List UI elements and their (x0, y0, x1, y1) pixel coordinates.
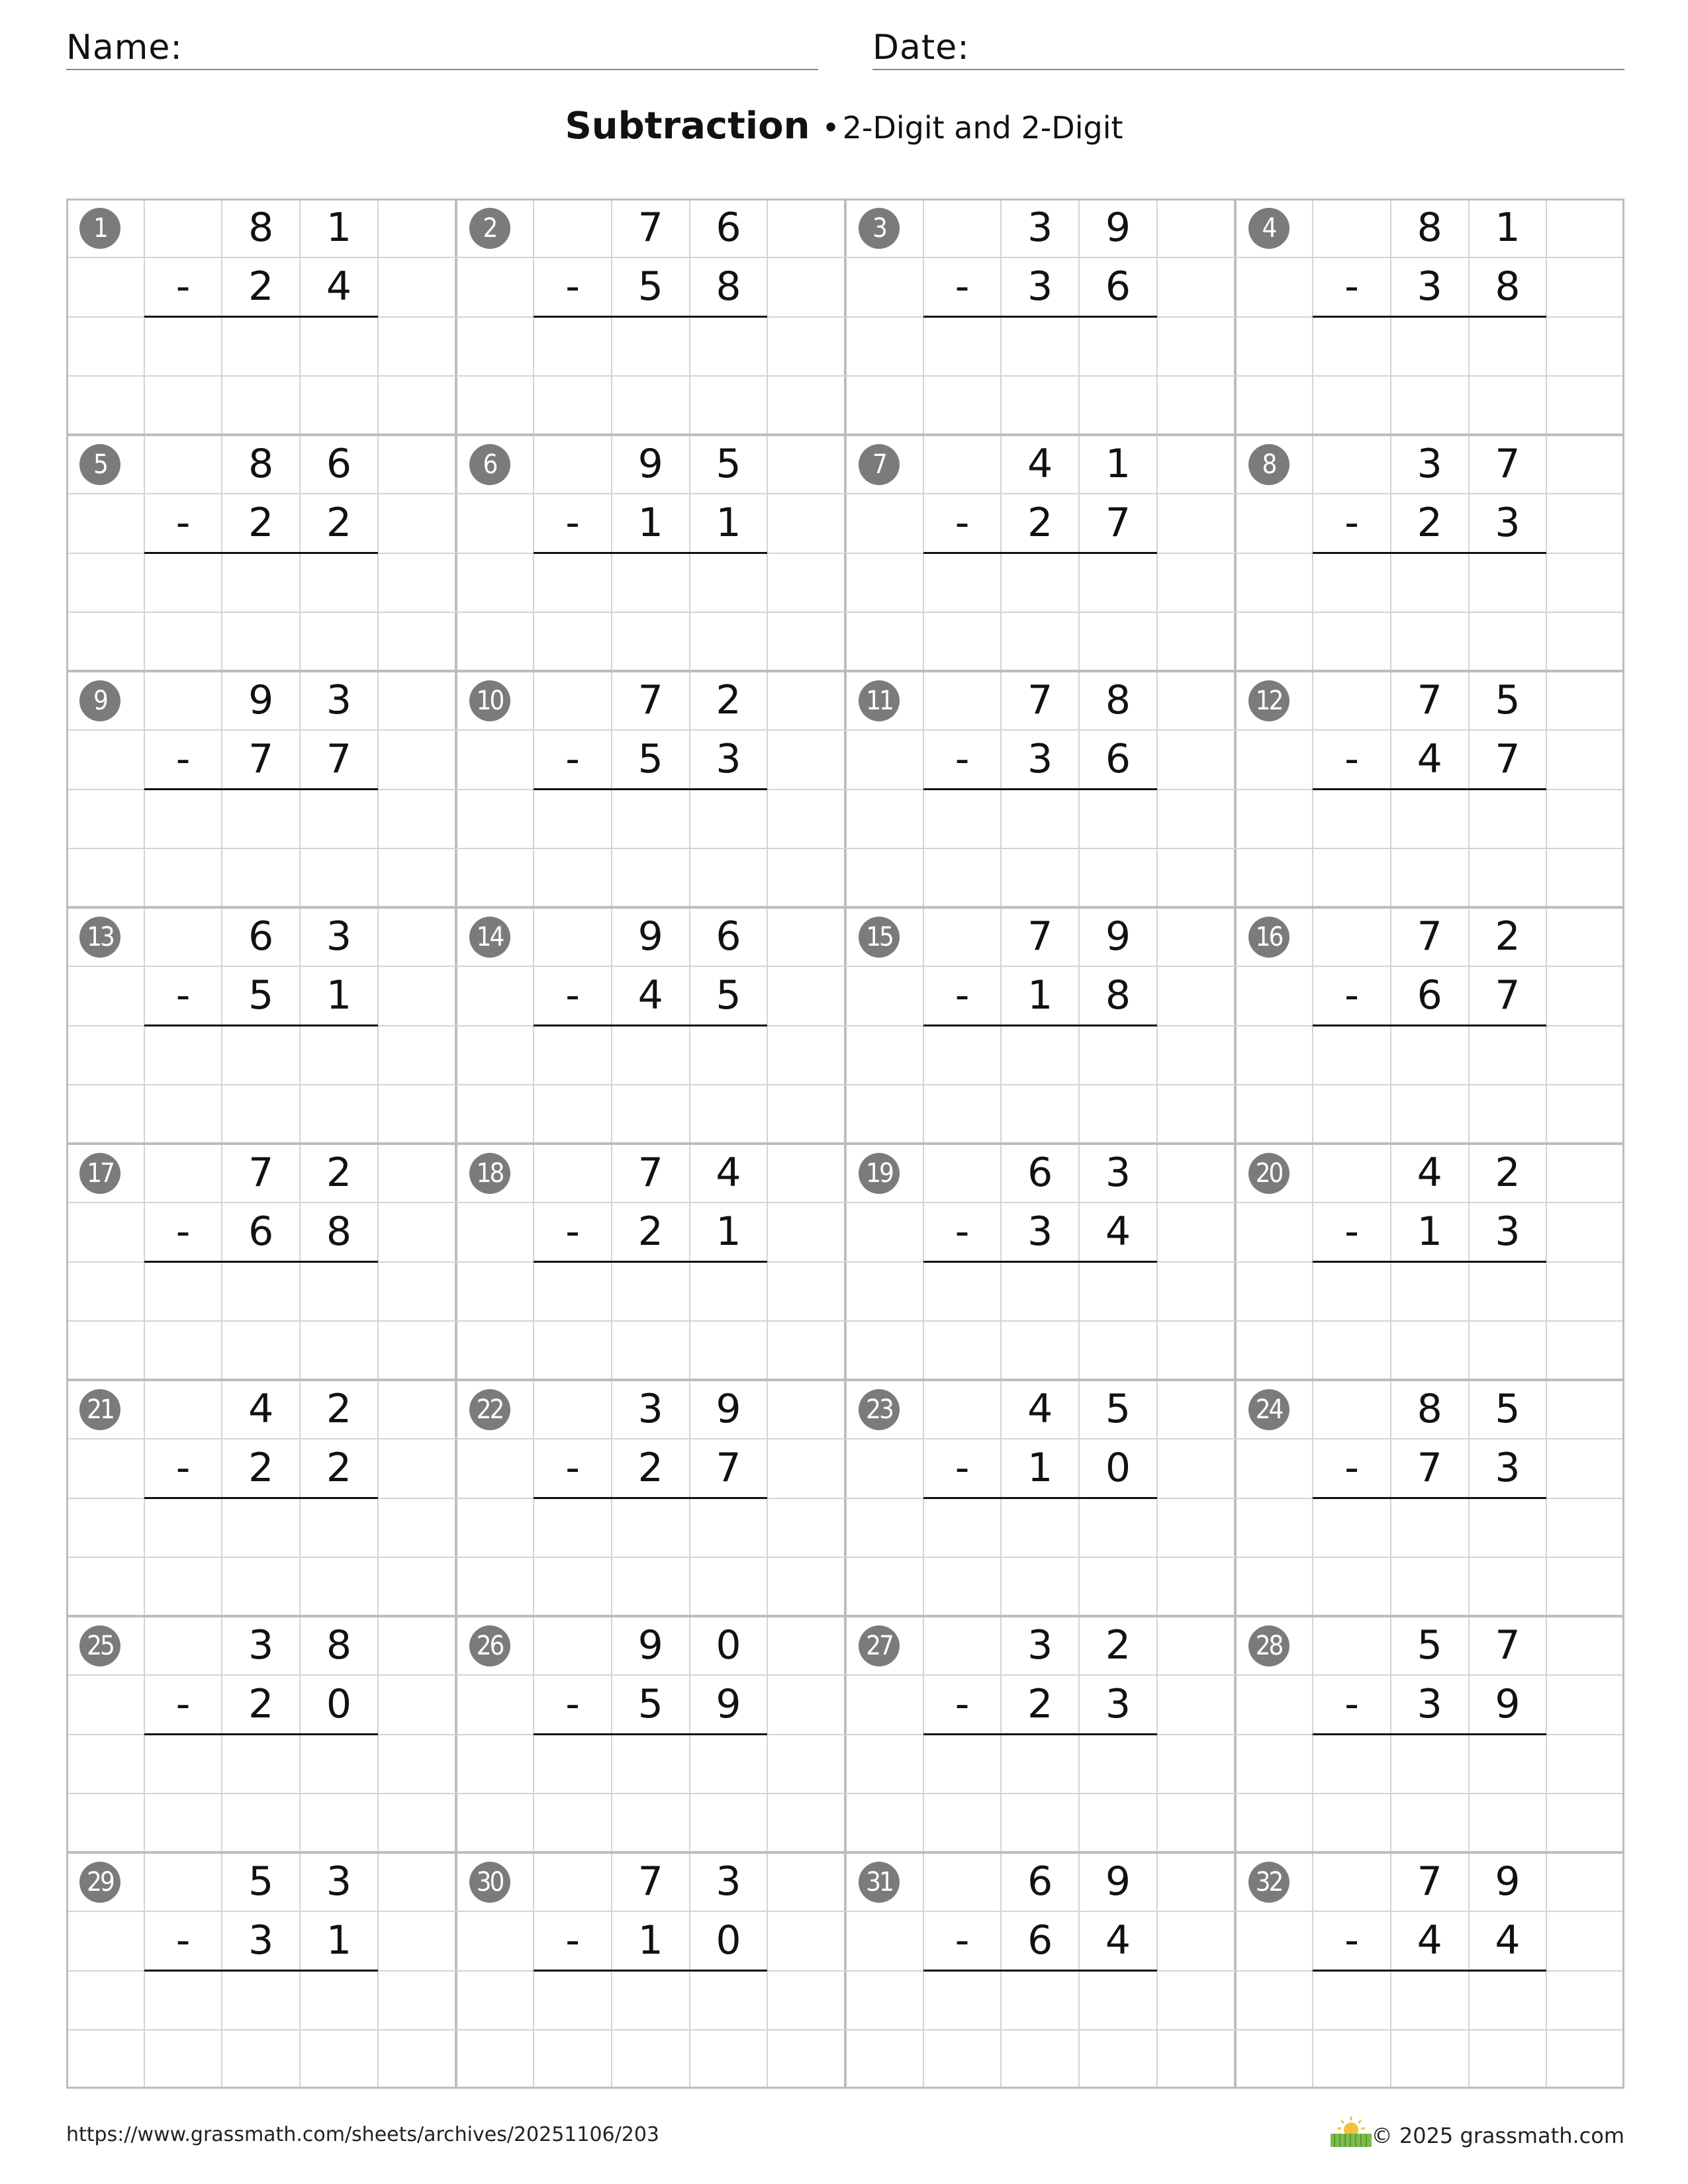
worksheet-title (0, 105, 1688, 148)
answer-line (923, 1261, 1157, 1263)
minuend-digit: 6 (716, 205, 741, 251)
subtrahend-digit: 4 (1105, 1917, 1131, 1964)
subtrahend-digit: 5 (637, 263, 663, 310)
worksheet-grid (66, 199, 1624, 2089)
problem-number-badge: 22 (469, 1389, 510, 1430)
problem-number-badge: 13 (79, 917, 120, 958)
date-label: Date: (872, 28, 970, 68)
minuend-digit: 3 (326, 913, 352, 960)
minus-sign: - (175, 1208, 191, 1255)
minuend-digit: 6 (1027, 1858, 1053, 1905)
minus-sign: - (175, 1445, 191, 1492)
footer-copyright: © 2025 grassmath.com (1371, 2123, 1624, 2148)
minuend-digit: 7 (637, 677, 663, 723)
subtrahend-digit: 7 (1105, 500, 1131, 547)
problem-32 (1235, 1852, 1624, 2089)
problem-19 (845, 1144, 1235, 1380)
minuend-digit: 9 (1105, 205, 1131, 251)
subtrahend-digit: 3 (1417, 1681, 1442, 1728)
subtrahend-digit: 1 (716, 1208, 741, 1255)
problem-number-badge: 12 (1248, 680, 1289, 721)
minuend-digit: 2 (1105, 1622, 1131, 1668)
minuend-digit: 8 (1417, 205, 1442, 251)
minuend-digit: 6 (326, 441, 352, 487)
problem-6 (456, 435, 845, 671)
answer-line (1313, 552, 1546, 554)
minus-sign: - (175, 500, 191, 547)
minuend-digit: 4 (1417, 1150, 1442, 1196)
subtrahend-digit: 7 (1495, 972, 1521, 1019)
minuend-digit: 7 (248, 1150, 274, 1196)
problem-5 (66, 435, 455, 671)
problem-23 (845, 1380, 1235, 1616)
answer-line (1313, 1970, 1546, 1972)
problem-number-badge: 27 (859, 1625, 900, 1666)
problem-16 (1235, 907, 1624, 1144)
problem-number-badge: 9 (79, 680, 120, 721)
minuend-digit: 7 (637, 1150, 663, 1196)
minuend-digit: 2 (326, 1150, 352, 1196)
minuend-digit: 3 (716, 1858, 741, 1905)
answer-line (144, 788, 378, 790)
subtrahend-digit: 7 (326, 736, 352, 783)
minus-sign: - (955, 1445, 970, 1492)
minus-sign: - (955, 263, 970, 310)
problem-number-badge: 5 (79, 444, 120, 485)
minuend-digit: 3 (326, 1858, 352, 1905)
subtrahend-digit: 8 (326, 1208, 352, 1255)
minus-sign: - (1344, 500, 1359, 547)
answer-line (1313, 788, 1546, 790)
minus-sign: - (175, 263, 191, 310)
problem-28 (1235, 1616, 1624, 1852)
footer-url: https://www.grassmath.com/sheets/archives/20251106/203 (66, 2123, 660, 2146)
subtrahend-digit: 3 (248, 1917, 274, 1964)
subtrahend-digit: 6 (1417, 972, 1442, 1019)
title-subtitle: 2-Digit and 2-Digit (842, 110, 1123, 146)
answer-line (923, 316, 1157, 318)
answer-line (144, 1497, 378, 1499)
problem-14 (456, 907, 845, 1144)
answer-line (1313, 1024, 1546, 1026)
problem-number-badge: 4 (1248, 208, 1289, 249)
minus-sign: - (1344, 1681, 1359, 1728)
subtrahend-digit: 7 (248, 736, 274, 783)
minuend-digit: 6 (248, 913, 274, 960)
answer-line (534, 788, 767, 790)
minus-sign: - (175, 972, 191, 1019)
minuend-digit: 3 (637, 1386, 663, 1432)
problem-21 (66, 1380, 455, 1616)
minuend-digit: 2 (326, 1386, 352, 1432)
subtrahend-digit: 1 (1027, 1445, 1053, 1492)
problem-number-badge: 10 (469, 680, 510, 721)
answer-line (144, 1024, 378, 1026)
answer-line (534, 1024, 767, 1026)
minuend-digit: 7 (637, 1858, 663, 1905)
subtrahend-digit: 0 (1105, 1445, 1131, 1492)
subtrahend-digit: 6 (1105, 263, 1131, 310)
subtrahend-digit: 2 (248, 263, 274, 310)
minus-sign: - (1344, 972, 1359, 1019)
problem-4 (1235, 199, 1624, 435)
minuend-digit: 1 (1105, 441, 1131, 487)
answer-line (1313, 1261, 1546, 1263)
name-field[interactable] (66, 25, 818, 70)
subtrahend-digit: 1 (716, 500, 741, 547)
minuend-digit: 6 (1027, 1150, 1053, 1196)
minuend-digit: 2 (1495, 913, 1521, 960)
problem-15 (845, 907, 1235, 1144)
answer-line (534, 552, 767, 554)
problem-11 (845, 671, 1235, 907)
minuend-digit: 8 (248, 441, 274, 487)
subtrahend-digit: 2 (248, 1445, 274, 1492)
subtrahend-digit: 9 (716, 1681, 741, 1728)
minus-sign: - (1344, 263, 1359, 310)
grass-sun-logo-icon (1328, 2115, 1374, 2148)
minuend-digit: 7 (1495, 1622, 1521, 1668)
subtrahend-digit: 5 (716, 972, 741, 1019)
problem-30 (456, 1852, 845, 2089)
minuend-digit: 3 (326, 677, 352, 723)
minus-sign: - (175, 736, 191, 783)
problem-9 (66, 671, 455, 907)
minus-sign: - (565, 1917, 580, 1964)
problem-1 (66, 199, 455, 435)
minuend-digit: 7 (1417, 913, 1442, 960)
answer-line (923, 1497, 1157, 1499)
subtrahend-digit: 3 (1105, 1681, 1131, 1728)
minuend-digit: 8 (1105, 677, 1131, 723)
subtrahend-digit: 3 (1495, 1445, 1521, 1492)
subtrahend-digit: 4 (637, 972, 663, 1019)
minus-sign: - (565, 972, 580, 1019)
subtrahend-digit: 6 (248, 1208, 274, 1255)
answer-line (923, 1024, 1157, 1026)
subtrahend-digit: 2 (1027, 1681, 1053, 1728)
problem-number-badge: 2 (469, 208, 510, 249)
subtrahend-digit: 5 (637, 1681, 663, 1728)
minuend-digit: 0 (716, 1622, 741, 1668)
subtrahend-digit: 2 (1027, 500, 1053, 547)
subtrahend-digit: 1 (1027, 972, 1053, 1019)
subtrahend-digit: 3 (1027, 1208, 1053, 1255)
problem-number-badge: 29 (79, 1862, 120, 1903)
problem-18 (456, 1144, 845, 1380)
subtrahend-digit: 4 (1105, 1208, 1131, 1255)
minuend-digit: 2 (1495, 1150, 1521, 1196)
minuend-digit: 2 (716, 677, 741, 723)
minuend-digit: 5 (248, 1858, 274, 1905)
answer-line (534, 316, 767, 318)
subtrahend-digit: 1 (326, 972, 352, 1019)
problem-number-badge: 17 (79, 1153, 120, 1194)
minus-sign: - (565, 1681, 580, 1728)
minuend-digit: 3 (1027, 205, 1053, 251)
problem-12 (1235, 671, 1624, 907)
problem-number-badge: 20 (1248, 1153, 1289, 1194)
answer-line (1313, 1497, 1546, 1499)
minuend-digit: 9 (716, 1386, 741, 1432)
problem-20 (1235, 1144, 1624, 1380)
subtrahend-digit: 3 (716, 736, 741, 783)
minuend-digit: 6 (716, 913, 741, 960)
problem-29 (66, 1852, 455, 2089)
subtrahend-digit: 2 (248, 500, 274, 547)
name-label: Name: (66, 28, 183, 68)
subtrahend-digit: 0 (326, 1681, 352, 1728)
minuend-digit: 9 (637, 1622, 663, 1668)
problem-number-badge: 8 (1248, 444, 1289, 485)
minuend-digit: 3 (248, 1622, 274, 1668)
minus-sign: - (565, 500, 580, 547)
minuend-digit: 7 (1027, 677, 1053, 723)
minuend-digit: 5 (716, 441, 741, 487)
answer-line (1313, 1733, 1546, 1735)
minuend-digit: 8 (1417, 1386, 1442, 1432)
problem-number-badge: 14 (469, 917, 510, 958)
problem-number-badge: 30 (469, 1862, 510, 1903)
minus-sign: - (955, 1208, 970, 1255)
subtrahend-digit: 2 (248, 1681, 274, 1728)
minuend-digit: 9 (1105, 1858, 1131, 1905)
subtrahend-digit: 2 (326, 500, 352, 547)
minuend-digit: 9 (637, 913, 663, 960)
subtrahend-digit: 4 (1417, 1917, 1442, 1964)
problem-number-badge: 6 (469, 444, 510, 485)
subtrahend-digit: 8 (716, 263, 741, 310)
minus-sign: - (955, 1681, 970, 1728)
answer-line (534, 1970, 767, 1972)
subtrahend-digit: 3 (1495, 500, 1521, 547)
problem-7 (845, 435, 1235, 671)
minus-sign: - (565, 1445, 580, 1492)
problem-number-badge: 28 (1248, 1625, 1289, 1666)
problem-25 (66, 1616, 455, 1852)
problem-22 (456, 1380, 845, 1616)
minus-sign: - (1344, 1445, 1359, 1492)
minuend-digit: 3 (1417, 441, 1442, 487)
subtrahend-digit: 2 (637, 1445, 663, 1492)
subtrahend-digit: 2 (1417, 500, 1442, 547)
answer-line (1313, 316, 1546, 318)
problem-number-badge: 32 (1248, 1862, 1289, 1903)
problem-number-badge: 1 (79, 208, 120, 249)
minuend-digit: 8 (326, 1622, 352, 1668)
problem-2 (456, 199, 845, 435)
minuend-digit: 4 (716, 1150, 741, 1196)
minus-sign: - (1344, 736, 1359, 783)
date-field[interactable] (872, 25, 1624, 70)
subtrahend-digit: 1 (637, 500, 663, 547)
minus-sign: - (565, 263, 580, 310)
minus-sign: - (565, 736, 580, 783)
subtrahend-digit: 1 (637, 1917, 663, 1964)
answer-line (144, 1733, 378, 1735)
answer-line (144, 1970, 378, 1972)
minus-sign: - (955, 972, 970, 1019)
subtrahend-digit: 3 (1027, 263, 1053, 310)
minus-sign: - (955, 500, 970, 547)
minuend-digit: 5 (1417, 1622, 1442, 1668)
subtrahend-digit: 6 (1105, 736, 1131, 783)
problem-13 (66, 907, 455, 1144)
minuend-digit: 8 (248, 205, 274, 251)
minuend-digit: 7 (1495, 441, 1521, 487)
problem-number-badge: 24 (1248, 1389, 1289, 1430)
problem-number-badge: 21 (79, 1389, 120, 1430)
problem-number-badge: 3 (859, 208, 900, 249)
problem-number-badge: 15 (859, 917, 900, 958)
minuend-digit: 3 (1027, 1622, 1053, 1668)
problem-number-badge: 18 (469, 1153, 510, 1194)
minus-sign: - (175, 1917, 191, 1964)
subtrahend-digit: 5 (637, 736, 663, 783)
minus-sign: - (955, 1917, 970, 1964)
minuend-digit: 4 (248, 1386, 274, 1432)
minuend-digit: 9 (1105, 913, 1131, 960)
minuend-digit: 7 (1417, 1858, 1442, 1905)
subtrahend-digit: 0 (716, 1917, 741, 1964)
minus-sign: - (175, 1681, 191, 1728)
minuend-digit: 4 (1027, 441, 1053, 487)
subtrahend-digit: 3 (1417, 263, 1442, 310)
answer-line (534, 1733, 767, 1735)
answer-line (923, 1970, 1157, 1972)
minuend-digit: 5 (1495, 677, 1521, 723)
problem-26 (456, 1616, 845, 1852)
subtrahend-digit: 3 (1495, 1208, 1521, 1255)
subtrahend-digit: 9 (1495, 1681, 1521, 1728)
subtrahend-digit: 1 (326, 1917, 352, 1964)
subtrahend-digit: 1 (1417, 1208, 1442, 1255)
subtrahend-digit: 2 (326, 1445, 352, 1492)
answer-line (923, 788, 1157, 790)
problem-10 (456, 671, 845, 907)
minus-sign: - (1344, 1208, 1359, 1255)
title-bullet: • (821, 110, 840, 146)
subtrahend-digit: 2 (637, 1208, 663, 1255)
problem-number-badge: 16 (1248, 917, 1289, 958)
minuend-digit: 1 (1495, 205, 1521, 251)
answer-line (923, 1733, 1157, 1735)
minuend-digit: 9 (637, 441, 663, 487)
problem-number-badge: 26 (469, 1625, 510, 1666)
title-main: Subtraction (565, 105, 810, 148)
problem-31 (845, 1852, 1235, 2089)
minuend-digit: 5 (1495, 1386, 1521, 1432)
problem-number-badge: 11 (859, 680, 900, 721)
minuend-digit: 7 (637, 205, 663, 251)
answer-line (144, 552, 378, 554)
minus-sign: - (1344, 1917, 1359, 1964)
problem-number-badge: 19 (859, 1153, 900, 1194)
problem-27 (845, 1616, 1235, 1852)
subtrahend-digit: 5 (248, 972, 274, 1019)
minuend-digit: 5 (1105, 1386, 1131, 1432)
minuend-digit: 9 (248, 677, 274, 723)
answer-line (144, 1261, 378, 1263)
minuend-digit: 3 (1105, 1150, 1131, 1196)
minus-sign: - (565, 1208, 580, 1255)
minuend-digit: 9 (1495, 1858, 1521, 1905)
problem-number-badge: 7 (859, 444, 900, 485)
answer-line (923, 552, 1157, 554)
minuend-digit: 4 (1027, 1386, 1053, 1432)
answer-line (144, 316, 378, 318)
minuend-digit: 7 (1417, 677, 1442, 723)
subtrahend-digit: 8 (1495, 263, 1521, 310)
problem-17 (66, 1144, 455, 1380)
subtrahend-digit: 6 (1027, 1917, 1053, 1964)
subtrahend-digit: 7 (1417, 1445, 1442, 1492)
problem-24 (1235, 1380, 1624, 1616)
minuend-digit: 7 (1027, 913, 1053, 960)
subtrahend-digit: 4 (326, 263, 352, 310)
subtrahend-digit: 4 (1495, 1917, 1521, 1964)
subtrahend-digit: 3 (1027, 736, 1053, 783)
problem-number-badge: 31 (859, 1862, 900, 1903)
problem-3 (845, 199, 1235, 435)
problem-8 (1235, 435, 1624, 671)
subtrahend-digit: 7 (1495, 736, 1521, 783)
subtrahend-digit: 4 (1417, 736, 1442, 783)
minuend-digit: 1 (326, 205, 352, 251)
answer-line (534, 1497, 767, 1499)
subtrahend-digit: 8 (1105, 972, 1131, 1019)
problem-number-badge: 23 (859, 1389, 900, 1430)
subtrahend-digit: 7 (716, 1445, 741, 1492)
problem-number-badge: 25 (79, 1625, 120, 1666)
answer-line (534, 1261, 767, 1263)
minus-sign: - (955, 736, 970, 783)
